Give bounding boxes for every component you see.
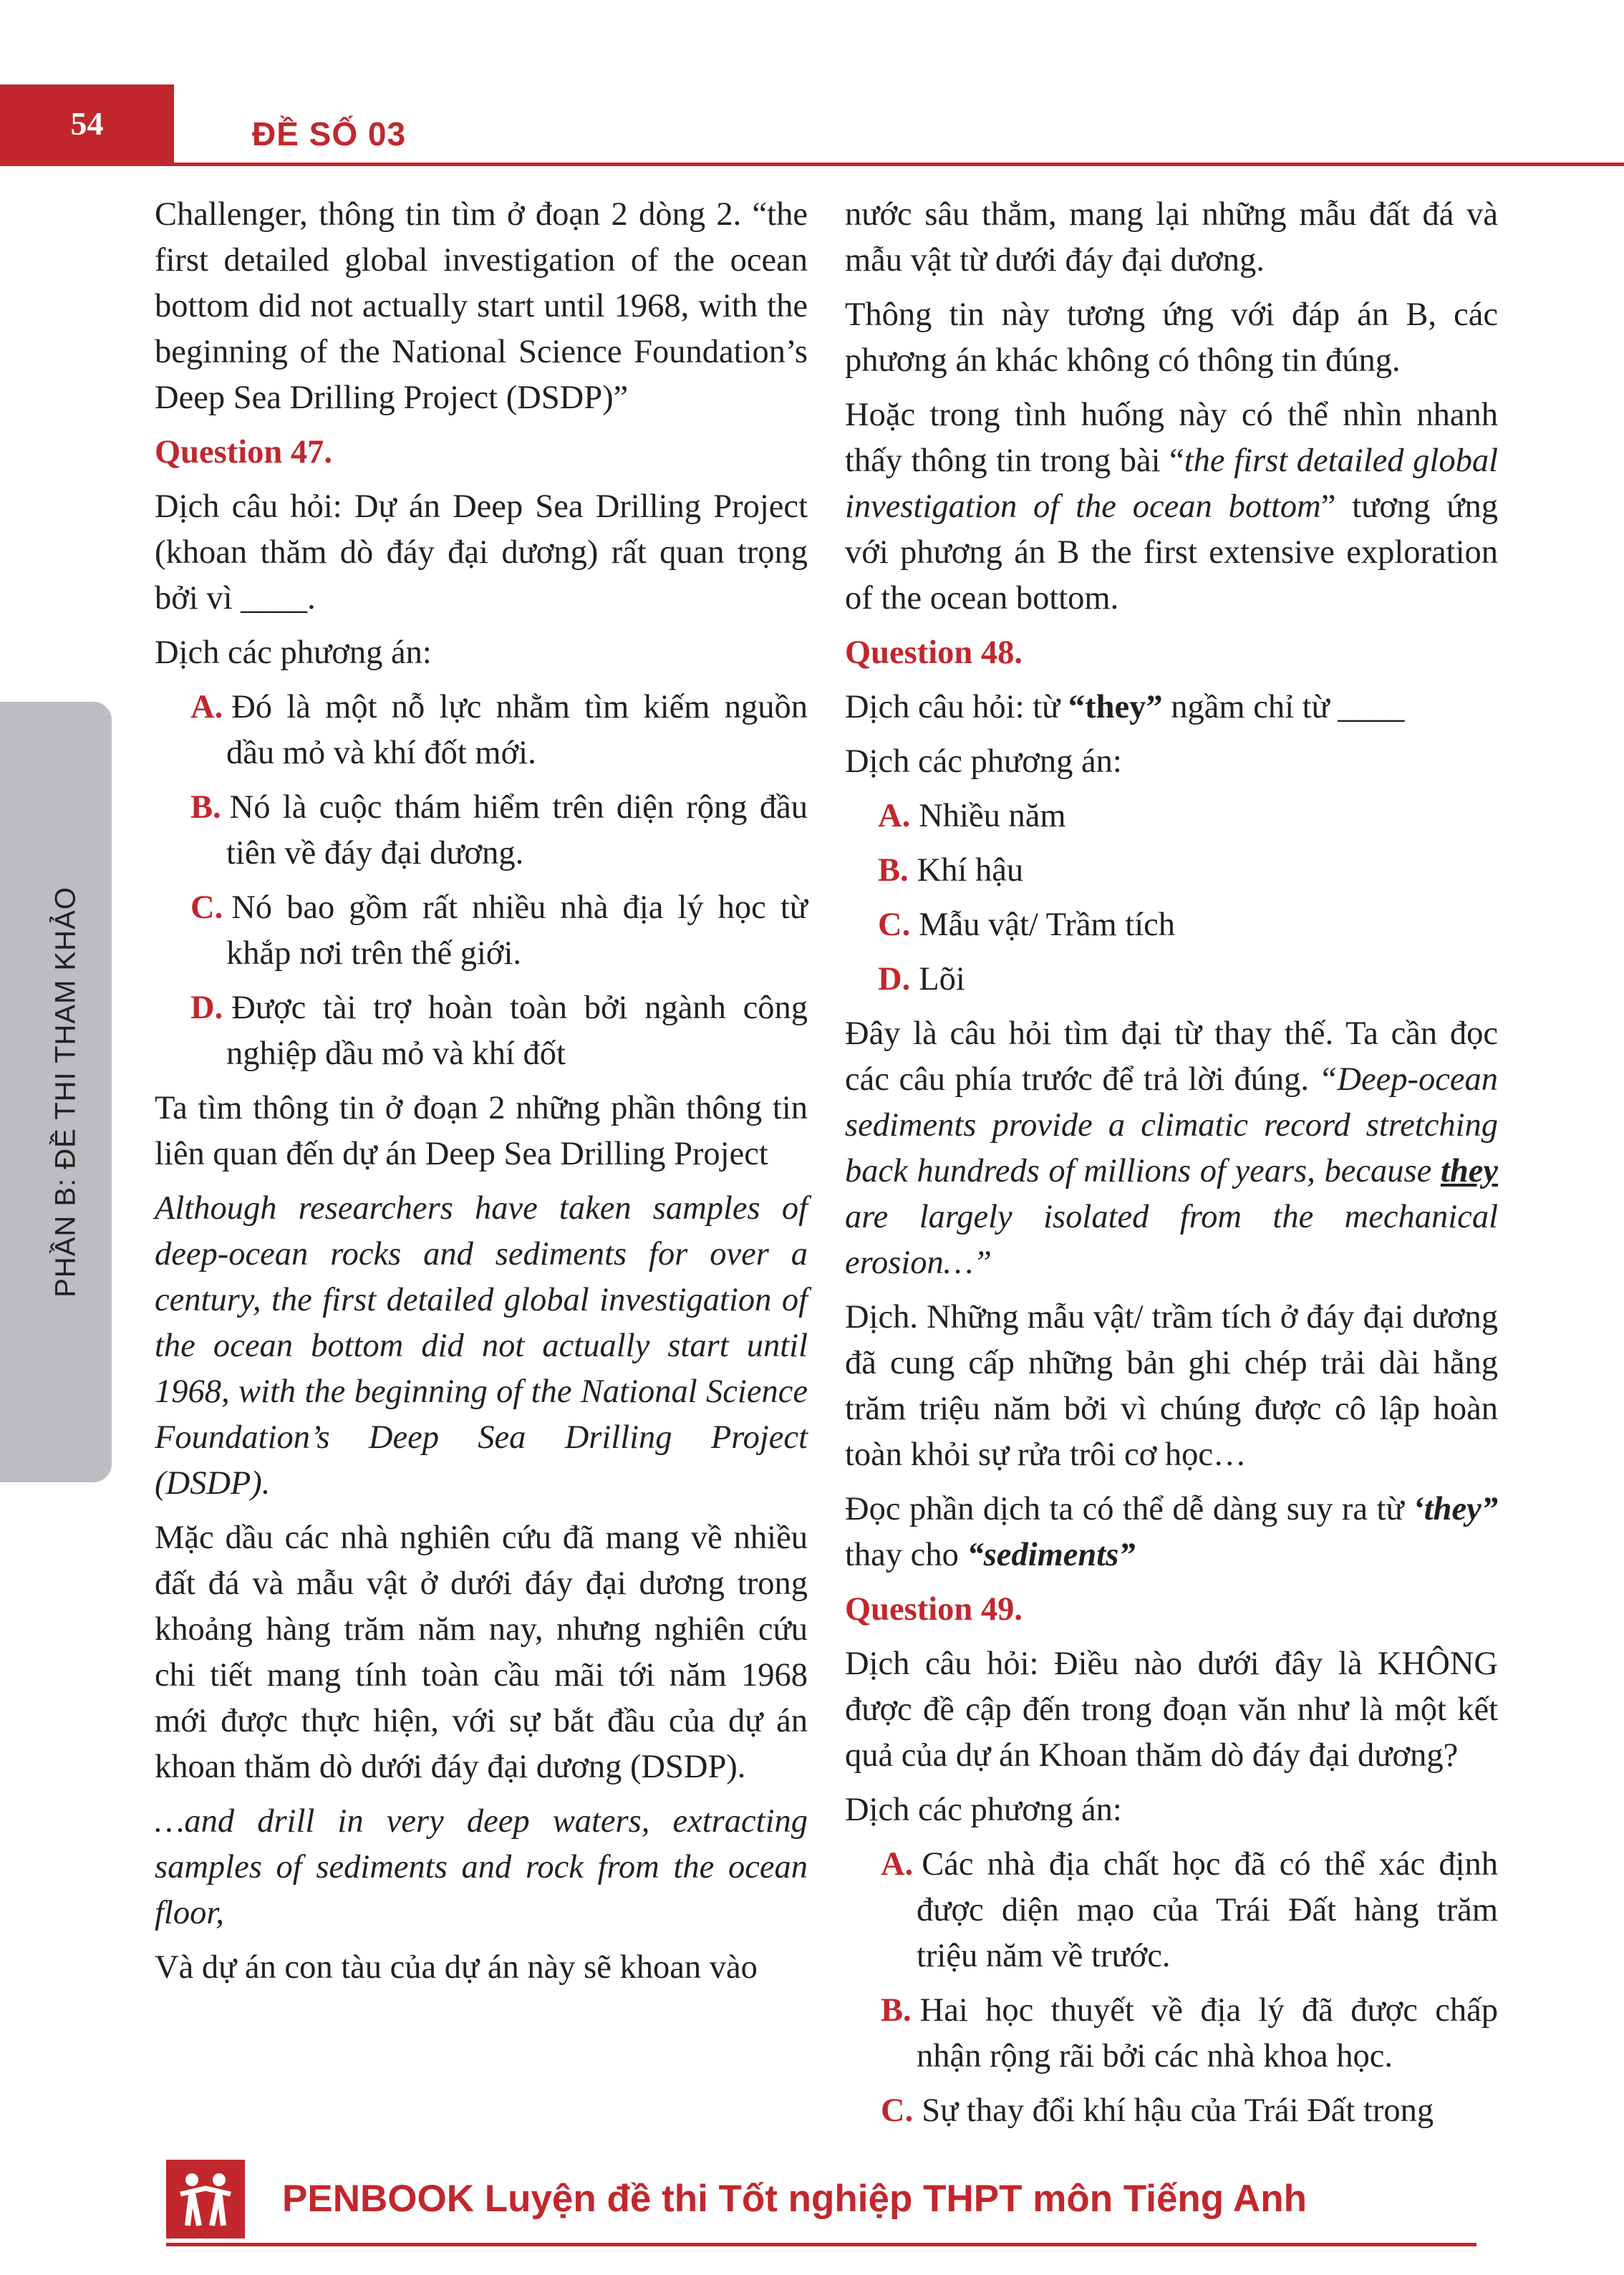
option-text: Khí hậu [917, 852, 1024, 889]
paragraph: Thông tin này tương ứng với đáp án B, các phương án khác không có thông tin đúng. [845, 296, 1498, 379]
penbook-logo-icon [166, 2160, 245, 2238]
quote-run: “Deep-ocean sediments provide a climatic record stretching back hundreds of millions of years, because [845, 1061, 1498, 1189]
option-item [155, 685, 808, 776]
option-letter: A. [190, 689, 223, 725]
option-item [845, 793, 1498, 839]
translation-paragraph: Và dự án con tàu của dự án này sẽ khoan vào [155, 1949, 758, 1986]
page-number: 54 [0, 84, 174, 163]
paragraph [845, 1011, 1498, 1286]
paragraph [845, 1487, 1498, 1578]
page-title: ĐỀ SỐ 03 [252, 115, 407, 153]
keyword: ‘they” [1413, 1491, 1498, 1527]
option-letter: D. [878, 961, 911, 998]
text-run: Đây là câu hỏi tìm đại từ thay thế. Ta cần đọc các câu phía trước để trả lời đúng. [845, 1015, 1498, 1098]
option-text: Đó là một nỗ lực nhằm tìm kiếm nguồn dầu mỏ và khí đốt mới. [226, 689, 808, 771]
option-letter: D. [190, 990, 223, 1026]
question-prompt [845, 685, 1498, 730]
right-column [845, 192, 1498, 2143]
option-text: Nó bao gồm rất nhiều nhà địa lý học từ khắp nơi trên thế giới. [226, 889, 808, 972]
question-heading: Question 49. [845, 1591, 1023, 1628]
option-letter: B. [878, 852, 909, 889]
option-text: Lõi [919, 961, 965, 998]
paragraph: Ta tìm thông tin ở đoạn 2 những phần thông tin liên quan đến dự án Deep Sea Drilling Project [155, 1090, 808, 1172]
translation-paragraph: Mặc dầu các nhà nghiên cứu đã mang về nhiều đất đá và mẫu vật ở dưới đáy đại dương trong khoảng hàng trăm năm nay, nhưng nghiên cứu chi tiết mang tính toàn cầu mãi tới năm 1968 mới được thực hiện, với sự bắt đầu của dự án khoan thăm dò dưới đáy đại dương (DSDP). [155, 1520, 808, 1785]
question-prompt: Dịch câu hỏi: Dự án Deep Sea Drilling Project (khoan thăm dò đáy đại dương) rất quan trọng bởi vì ____. [155, 488, 808, 617]
left-column [155, 192, 808, 1999]
keyword: “they” [1068, 689, 1163, 725]
option-item [155, 985, 808, 1077]
options-intro: Dịch các phương án: [845, 1792, 1122, 1828]
text-run: thay cho [845, 1537, 967, 1573]
option-letter: A. [881, 1846, 914, 1883]
options-intro: Dịch các phương án: [845, 743, 1122, 780]
quote-paragraph: …and drill in very deep waters, extracting samples of sediments and rock from the ocean floor, [155, 1803, 808, 1931]
translation-paragraph: Dịch. Những mẫu vật/ trầm tích ở đáy đại dương đã cung cấp những bản ghi chép trải dài hằng trăm triệu năm bởi vì chúng được cô lập hoàn toàn khỏi sự rửa trôi cơ học… [845, 1299, 1498, 1473]
text-run: Dịch câu hỏi: từ [845, 689, 1068, 725]
option-text: Nó là cuộc thám hiểm trên diện rộng đầu tiên về đáy đại dương. [226, 789, 808, 871]
option-text: Sự thay đổi khí hậu của Trái Đất trong [922, 2092, 1434, 2129]
option-item [845, 902, 1498, 948]
option-letter: B. [881, 1992, 912, 2029]
translation-paragraph: nước sâu thẳm, mang lại những mẫu đất đá và mẫu vật từ dưới đáy đại dương. [845, 196, 1498, 279]
option-item [155, 885, 808, 977]
options-intro: Dịch các phương án: [155, 634, 432, 671]
option-text: Được tài trợ hoàn toàn bởi ngành công nghiệp dầu mỏ và khí đốt [226, 990, 808, 1072]
option-text: Các nhà địa chất học đã có thể xác định được diện mạo của Trái Đất hàng trăm triệu năm về trước. [917, 1846, 1498, 1974]
text-run: Hoặc trong tình huống này có thể nhìn nhanh thấy thông tin trong bài “ [845, 397, 1498, 479]
footer-title: PENBOOK Luyện đề thi Tốt nghiệp THPT môn Tiếng Anh [282, 2178, 1307, 2220]
option-text: Mẫu vật/ Trầm tích [919, 907, 1176, 943]
option-item [155, 785, 808, 876]
question-heading: Question 47. [155, 434, 333, 470]
option-item [845, 848, 1498, 894]
option-letter: A. [878, 798, 911, 834]
quote-run: are largely isolated from the mechanical erosion…” [845, 1199, 1498, 1281]
text-run: ngầm chỉ từ ____ [1162, 689, 1405, 725]
option-text: Hai học thuyết về địa lý đã được chấp nhận rộng rãi bởi các nhà khoa học. [917, 1992, 1498, 2074]
option-letter: C. [190, 889, 223, 926]
paragraph: Challenger, thông tin tìm ở đoạn 2 dòng 2. “the first detailed global investigation of the ocean bottom did not actually start until 1968, with the beginning of the National Science Foundation’s Deep Sea Drilling Project (DSDP)” [155, 196, 808, 416]
highlighted-word: they [1440, 1153, 1498, 1189]
footer-divider [166, 2243, 1476, 2246]
keyword: “sediments” [967, 1537, 1136, 1573]
paragraph [845, 392, 1498, 622]
quote-run: the first detailed global investigation of the ocean bottom [845, 443, 1498, 525]
option-item [845, 1988, 1498, 2080]
logo-figures-icon [166, 2160, 245, 2238]
option-letter: B. [190, 789, 221, 826]
header-divider [0, 163, 1624, 166]
text-run: ” tương ứng với phương án B the first extensive exploration of the ocean bottom. [845, 488, 1498, 617]
option-item [845, 957, 1498, 1003]
question-heading: Question 48. [845, 634, 1023, 671]
section-label: PHẦN B: ĐỀ THI THAM KHẢO [49, 887, 82, 1298]
option-text: Nhiều năm [919, 798, 1066, 834]
quote-paragraph: Although researchers have taken samples of deep-ocean rocks and sediments for over a century, the first detailed global investigation of the ocean bottom did not actually start until 1968, with the beginning of the National Science Foundation’s Deep Sea Drilling Project (DSDP). [155, 1190, 808, 1502]
question-prompt: Dịch câu hỏi: Điều nào dưới đây là KHÔNG được đề cập đến trong đoạn văn như là một kết quả của dự án Khoan thăm dò đáy đại dương? [845, 1646, 1498, 1774]
text-run: Đọc phần dịch ta có thể dễ dàng suy ra từ [845, 1491, 1413, 1527]
option-item [845, 2088, 1498, 2134]
option-item [845, 1842, 1498, 1979]
option-letter: C. [881, 2092, 914, 2129]
option-letter: C. [878, 907, 911, 943]
